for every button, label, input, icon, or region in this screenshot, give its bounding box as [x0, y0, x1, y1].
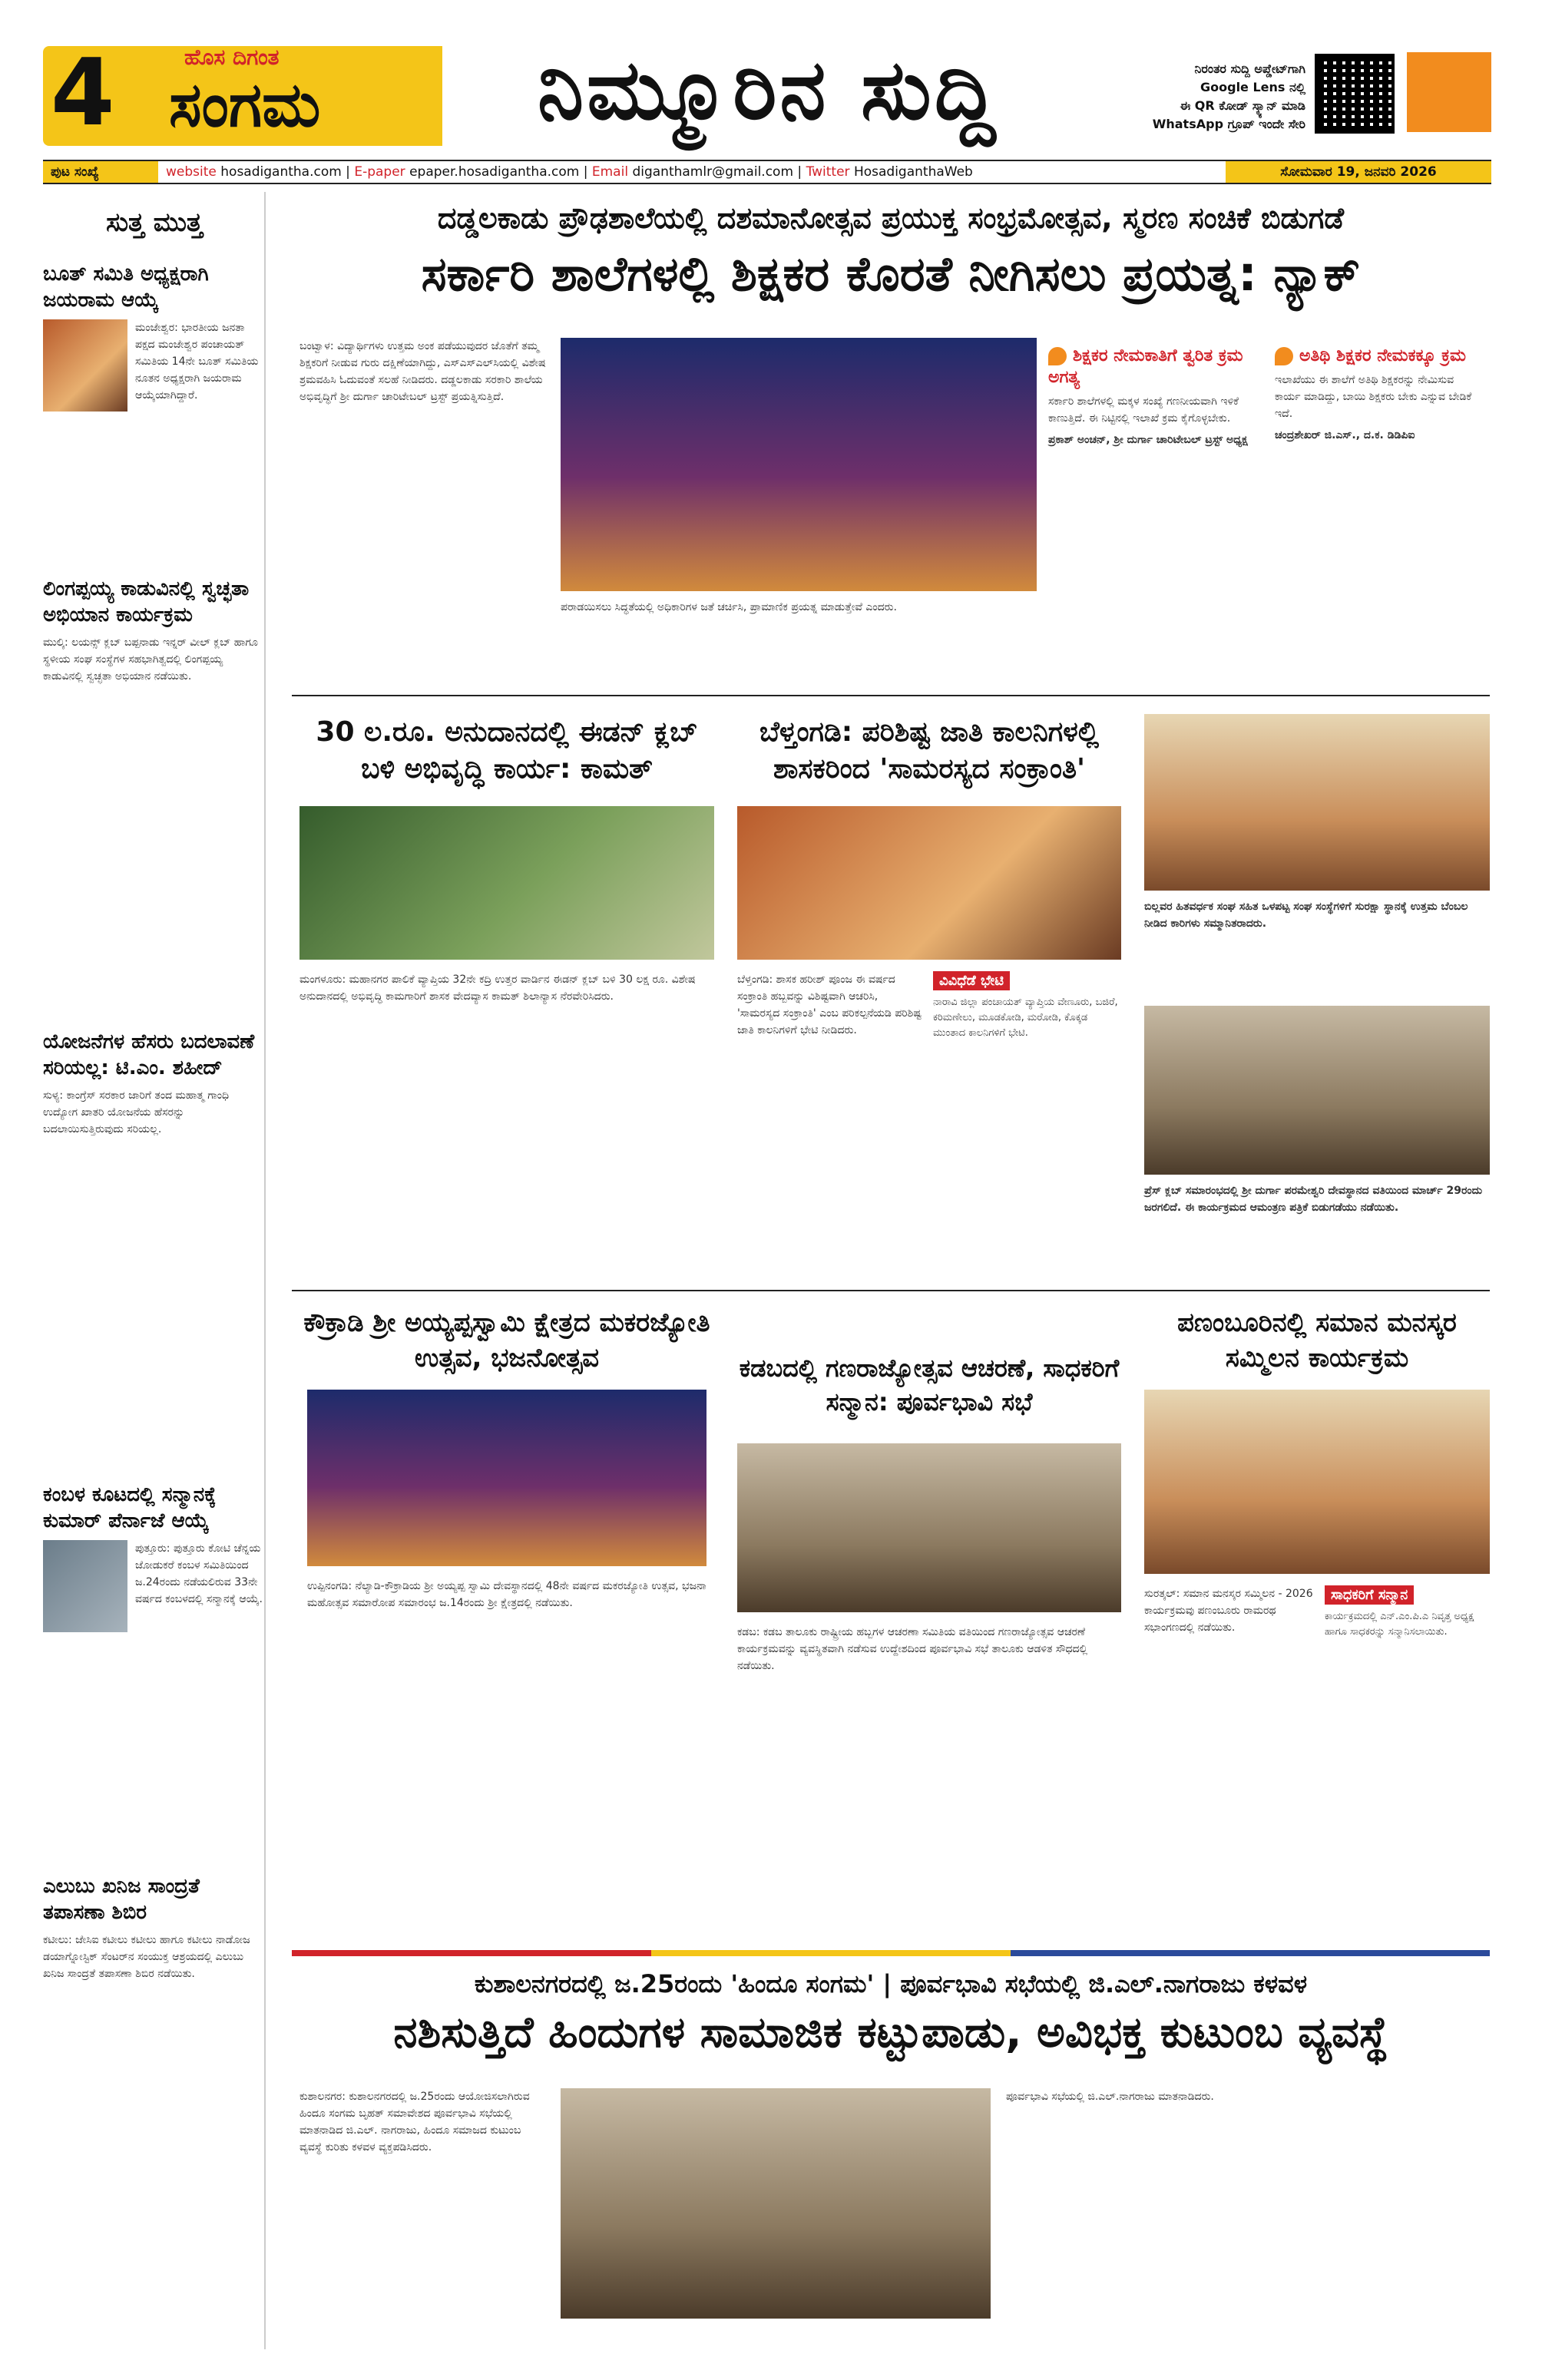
section-title: ಸುತ್ತ ಮುತ್ತ	[106, 207, 203, 238]
callout-title: ಶಿಕ್ಷಕರ ನೇಮಕಾತಿಗೆ ತ್ವರಿತ ಕ್ರಮ ಅಗತ್ಯ	[1048, 346, 1243, 387]
qr-note-line: Google Lens ನಲ್ಲಿ	[1200, 80, 1305, 94]
callout-text: ಸರ್ಕಾರಿ ಶಾಲೆಗಳಲ್ಲಿ ಮಕ್ಕಳ ಸಂಖ್ಯೆ ಗಣನೀಯವಾಗಿ ಇಳಿಕೆ ಕಾಣುತ್ತಿದೆ. ಈ ನಿಟ್ಟಿನಲ್ಲಿ ಇಲಾಖೆ ಕ್ರಮ ಕೈಗೊಳ್ಳಬೇಕು.	[1048, 395, 1239, 425]
divider	[292, 1290, 1490, 1291]
brief-4[interactable]	[43, 1482, 264, 1632]
left-column	[43, 192, 266, 2349]
info-box	[1325, 1585, 1490, 1640]
brief-1[interactable]	[43, 261, 264, 412]
story-photo	[1144, 1390, 1490, 1574]
callout-byline: ಚಂದ್ರಶೇಖರ್ ಜಿ.ಎಸ್., ದ.ಕ. ಡಿಡಿಪಿಐ	[1275, 429, 1415, 441]
callout-title: ಅತಿಥಿ ಶಿಕ್ಷಕರ ನೇಮಕಕ್ಕೂ ಕ್ರಮ	[1299, 346, 1466, 365]
qr-note-line: ಈ QR ಕೋಡ್ ಸ್ಕ್ಯಾನ್ ಮಾಡಿ	[1180, 98, 1305, 113]
story-photo	[299, 806, 714, 960]
story-body: ಸುರತ್ಕಲ್: ಸಮಾನ ಮನಸ್ಕರ ಸಮ್ಮಿಲನ - 2026 ಕಾರ್ಯಕ್ರಮವು ಪಣಂಬೂರು ರಾಮರಥ ಸಭಾಂಗಣದಲ್ಲಿ ನಡೆಯಿತು.	[1144, 1588, 1313, 1634]
brief-photo	[43, 319, 127, 412]
twitter-link[interactable]: HosadiganthaWeb	[853, 164, 973, 180]
page-number: 4	[51, 40, 115, 147]
story-headline[interactable]: ಪಣಂಬೂರಿನಲ್ಲಿ ಸಮಾನ ಮನಸ್ಕರ ಸಮ್ಮಿಲನ ಕಾರ್ಯಕ್ರಮ	[1177, 1307, 1457, 1373]
accent-block	[1407, 52, 1491, 132]
event-caption: ಬಿಲ್ಲವರ ಹಿತವರ್ಧಕ ಸಂಘ ಸಹಿತ ಒಳಪಟ್ಟ ಸಂಘ ಸಂಸ್ಥೆಗಳಿಗೆ ಸುರಕ್ಷಾ ಸ್ಥಾನಕ್ಕೆ ಉತ್ತಮ ಬೆಂಬಲ ನೀಡಿದ ಕಾರಿಗಳು ಸಮ್ಮಾನಿತರಾದರು.	[1144, 901, 1468, 930]
epaper-link[interactable]: epaper.hosadigantha.com	[409, 164, 580, 180]
lead-headline[interactable]: ಸರ್ಕಾರಿ ಶಾಲೆಗಳಲ್ಲಿ ಶಿಕ್ಷಕರ ಕೊರತೆ ನೀಗಿಸಲು ಪ್ರಯತ್ನ: ನ್ಯಾಕ್	[421, 246, 1361, 302]
bottom-kicker: ಕುಶಾಲನಗರದಲ್ಲಿ ಜ.25ರಂದು 'ಹಿಂದೂ ಸಂಗಮ' | ಪೂರ್ವಭಾವಿ ಸಭೆಯಲ್ಲಿ ಜಿ.ಎಲ್.ನಾಗರಾಜು ಕಳವಳ	[474, 1969, 1308, 1998]
masthead	[0, 0, 1542, 147]
brief-text: ಪುತ್ತೂರು: ಪುತ್ತೂರು ಕೋಟಿ ಚೆನ್ನಯ ಜೋಡುಕರೆ ಕಂಬಳ ಸಮಿತಿಯಿಂದ ಜ.24ರಂದು ನಡೆಯಲಿರುವ 33ನೇ ವರ್ಷದ ಕಂಬಳದಲ್ಲಿ ಸನ್ಮಾನಕ್ಕೆ ಆಯ್ಕೆ.	[135, 1542, 263, 1605]
lead-photo	[561, 338, 1037, 591]
box-title: ಸಾಧಕರಿಗೆ ಸನ್ಮಾನ	[1325, 1585, 1414, 1605]
brand-top: ಹೊಸ ದಿಗಂತ	[184, 45, 280, 70]
box-title: ವಿವಿಧೆಡೆ ಭೇಟಿ	[933, 971, 1010, 990]
bottom-caption: ಪೂರ್ವಭಾವಿ ಸಭೆಯಲ್ಲಿ ಜಿ.ಎಲ್.ನಾಗರಾಜು ಮಾತನಾಡಿದರು.	[1006, 2091, 1214, 2103]
brief-text: ಮಂಜೇಶ್ವರ: ಭಾರತೀಯ ಜನತಾ ಪಕ್ಷದ ಮಂಜೇಶ್ವರ ಪಂಚಾಯತ್ ಸಮಿತಿಯ 14ನೇ ಬೂತ್ ಸಮಿತಿಯ ನೂತನ ಅಧ್ಯಕ್ಷರಾಗಿ ಜಯರಾಮ ಆಯ್ಕೆಯಾಗಿದ್ದಾರೆ.	[135, 322, 259, 402]
paper-title: ನಿಮ್ಮೂರಿನ ಸುದ್ದಿ	[538, 42, 999, 138]
brief-headline: ಎಲುಬು ಖನಿಜ ಸಾಂದ್ರತೆ ತಪಾಸಣಾ ಶಿಬಿರ	[43, 1875, 200, 1924]
story-headline[interactable]: ಕಡಬದಲ್ಲಿ ಗಣರಾಜ್ಯೋತ್ಸವ ಆಚರಣೆ, ಸಾಧಕರಿಗೆ ಸನ್ಮಾನ: ಪೂರ್ವಭಾವಿ ಸಭೆ	[739, 1354, 1120, 1416]
brief-5[interactable]	[43, 1873, 264, 1982]
story-headline[interactable]: 30 ಲ.ರೂ. ಅನುದಾನದಲ್ಲಿ ಈಡನ್ ಕ್ಲಬ್ ಬಳಿ ಅಭಿವೃದ್ಧಿ ಕಾರ್ಯ: ಕಾಮತ್	[316, 716, 698, 785]
callout-guest-teachers	[1275, 345, 1482, 444]
bottom-headline[interactable]: ನಶಿಸುತ್ತಿದೆ ಹಿಂದುಗಳ ಸಾಮಾಜಿಕ ಕಟ್ಟುಪಾಡು, ಅವಿಭಕ್ತ ಕುಟುಂಬ ವ್ಯವಸ್ಥೆ	[393, 2008, 1388, 2058]
qr-note	[1060, 60, 1305, 134]
box-text: ನಾರಾವಿ ಜಿಲ್ಲಾ ಪಂಚಾಯತ್ ವ್ಯಾಪ್ತಿಯ ವೇಣೂರು, ಬಜಿರೆ, ಕರಿಮಣೇಲು, ಮೂಡಕೋಡಿ, ಮರೋಡಿ, ಕೊಕ್ಕಡ ಮುಂತಾದ ಕಾಲನಿಗಳಿಗೆ ಭೇಟಿ.	[933, 997, 1118, 1039]
box-text: ಕಾರ್ಯಕ್ರಮದಲ್ಲಿ ಎನ್.ಎಂ.ಪಿ.ಎ ನಿವೃತ್ತ ಅಧ್ಯಕ್ಷ ಹಾಗೂ ಸಾಧಕರನ್ನು ಸನ್ಮಾನಿಸಲಾಯಿತು.	[1325, 1611, 1474, 1638]
qr-note-line: WhatsApp ಗ್ರೂಪ್ ಇಂದೇ ಸೇರಿ	[1152, 117, 1305, 131]
lead-body: ಬಂಟ್ವಾಳ: ವಿದ್ಯಾರ್ಥಿಗಳು ಉತ್ತಮ ಅಂಕ ಪಡೆಯುವುದರ ಜೊತೆಗೆ ತಮ್ಮ ಶಿಕ್ಷಕರಿಗೆ ನೀಡುವ ಗುರು ದಕ್ಷಿಣೆಯಾಗಿದ್ದು, ಎಸ್ಎಸ್ಎಲ್‌ಸಿಯಲ್ಲಿ ವಿಶೇಷ ಶ್ರಮವಹಿಸಿ ಓದುವಂತೆ ಸಲಹೆ ನೀಡಿದರು. ದಡ್ಡಲಕಾಡು ಸರಕಾರಿ ಶಾಲೆಯ ಅಭಿವೃದ್ಧಿಗೆ ಶ್ರೀ ದುರ್ಗಾ ಚಾರಿಟೇಬಲ್ ಟ್ರಸ್ಟ್ ಪ್ರಯತ್ನಿಸುತ್ತಿದೆ.	[299, 340, 546, 403]
brief-headline: ಲಿಂಗಪ್ಪಯ್ಯ ಕಾಡುವಿನಲ್ಲಿ ಸ್ವಚ್ಛತಾ ಅಭಿಯಾನ ಕಾರ್ಯಕ್ರಮ	[43, 577, 250, 626]
story-body: ಉಪ್ಪಿನಂಗಡಿ: ನೆಲ್ಯಾಡಿ-ಕೌಕ್ರಾಡಿಯ ಶ್ರೀ ಅಯ್ಯಪ್ಪ ಸ್ವಾಮಿ ದೇವಸ್ಥಾನದಲ್ಲಿ 48ನೇ ವರ್ಷದ ಮಕರಜ್ಯೋತಿ ಉತ್ಸವ, ಭಜನಾ ಮಹೋತ್ಸವ ಸಮಾರೋಪ ಸಮಾರಂಭ ಜ.14ರಂದು ಶ್ರೀ ಕ್ಷೇತ್ರದಲ್ಲಿ ನಡೆಯಿತು.	[307, 1580, 706, 1609]
brief-headline: ಕಂಬಳ ಕೂಟದಲ್ಲಿ ಸನ್ಮಾನಕ್ಕೆ ಕುಮಾರ್ ಪೆರ್ನಾಜೆ ಆಯ್ಕೆ	[43, 1483, 217, 1532]
story-headline[interactable]: ಕೌಕ್ರಾಡಿ ಶ್ರೀ ಅಯ್ಯಪ್ಪಸ್ವಾಮಿ ಕ್ಷೇತ್ರದ ಮಕರಜ್ಯೋತಿ ಉತ್ಸವ, ಭಜನೋತ್ಸವ	[303, 1307, 710, 1373]
info-box	[933, 971, 1121, 1041]
divider	[292, 695, 1490, 696]
info-links: website hosadigantha.com | E-paper epaper.hosadigantha.com | Email diganthamlr@gmail.com | Twitter HosadiganthaWeb	[166, 164, 973, 180]
brief-text: ಸುಳ್ಯ: ಕಾಂಗ್ರೆಸ್ ಸರಕಾರ ಜಾರಿಗೆ ತಂದ ಮಹಾತ್ಮ ಗಾಂಧಿ ಉದ್ಯೋಗ ಖಾತರಿ ಯೋಜನೆಯ ಹೆಸರನ್ನು ಬದಲಾಯಿಸುತ್ತಿರುವುದು ಸರಿಯಲ್ಲ.	[43, 1089, 230, 1135]
twitter-label: Twitter	[806, 164, 850, 180]
story-photo	[307, 1390, 706, 1566]
epaper-label: E-paper	[354, 164, 405, 180]
brief-text: ಕಟೀಲು: ಜೇಸಿಐ ಕಟೀಲು ಕಟೀಲು ಹಾಗೂ ಕಟೀಲು ನಾಡೋಜ ಡಯಾಗ್ನೋಸ್ಟಿಕ್ ಸೆಂಟರ್‌ನ ಸಂಯುಕ್ತ ಆಶ್ರಯದಲ್ಲಿ ಎಲುಬು ಖನಿಜ ಸಾಂದ್ರತೆ ತಪಾಸಣಾ ಶಿಬಿರ ನಡೆಯಿತು.	[43, 1934, 250, 1980]
quote-icon	[1048, 347, 1067, 365]
bottom-body: ಕುಶಾಲನಗರ: ಕುಶಾಲನಗರದಲ್ಲಿ ಜ.25ರಂದು ಆಯೋಜಿಸಲಾಗಿರುವ ಹಿಂದೂ ಸಂಗಮ ಬೃಹತ್ ಸಮಾವೇಶದ ಪೂರ್ವಭಾವಿ ಸಭೆಯಲ್ಲಿ ಮಾತನಾಡಿದ ಜಿ.ಎಲ್. ನಾಗರಾಜು, ಹಿಂದೂ ಸಮಾಜದ ಕುಟುಂಬ ವ್ಯವಸ್ಥೆ ಕುರಿತು ಕಳವಳ ವ್ಯಕ್ತಪಡಿಸಿದರು.	[299, 2091, 530, 2154]
brief-text: ಮುಲ್ಕಿ: ಲಯನ್ಸ್ ಕ್ಲಬ್ ಬಪ್ಪನಾಡು ಇನ್ನರ್ ವೀಲ್ ಕ್ಲಬ್ ಹಾಗೂ ಸ್ಥಳೀಯ ಸಂಘ ಸಂಸ್ಥೆಗಳ ಸಹಭಾಗಿತ್ವದಲ್ಲಿ ಲಿಂಗಪ್ಪಯ್ಯ ಕಾಡುವಿನಲ್ಲಿ ಸ್ವಚ್ಛತಾ ಅಭಿಯಾನ ನಡೆಯಿತು.	[43, 636, 258, 683]
story-body: ಬೆಳ್ತಂಗಡಿ: ಶಾಸಕ ಹರೀಶ್ ಪೂಂಜ ಈ ವರ್ಷದ ಸಂಕ್ರಾಂತಿ ಹಬ್ಬವನ್ನು ವಿಶಿಷ್ಟವಾಗಿ ಆಚರಿಸಿ, 'ಸಾಮರಸ್ಯದ ಸಂಕ್ರಾಂತಿ' ಎಂಬ ಪರಿಕಲ್ಪನೆಯಡಿ ಪರಿಶಿಷ್ಟ ಜಾತಿ ಕಾಲನಿಗಳಿಗೆ ಭೇಟಿ ನೀಡಿದರು.	[737, 973, 922, 1036]
color-strip	[292, 1950, 1490, 1956]
brand-main: ಸಂಗಮ	[169, 69, 321, 140]
website-link[interactable]: hosadigantha.com	[220, 164, 342, 180]
story-body: ಮಂಗಳೂರು: ಮಹಾನಗರ ಪಾಲಿಕೆ ವ್ಯಾಪ್ತಿಯ 32ನೇ ಕದ್ರಿ ಉತ್ತರ ವಾರ್ಡಿನ ಈಡನ್ ಕ್ಲಬ್ ಬಳಿ 30 ಲಕ್ಷ ರೂ. ವಿಶೇಷ ಅನುದಾನದಲ್ಲಿ ಅಭಿವೃದ್ಧಿ ಕಾಮಗಾರಿಗೆ ಶಾಸಕ ವೇದವ್ಯಾಸ ಕಾಮತ್ ಶಿಲಾನ್ಯಾಸ ನೆರವೇರಿಸಿದರು.	[299, 973, 696, 1003]
callout-text: ಇಲಾಖೆಯು ಈ ಶಾಲೆಗೆ ಅತಿಥಿ ಶಿಕ್ಷಕರನ್ನು ನೇಮಿಸುವ ಕಾರ್ಯ ಮಾಡಿದ್ದು, ಬಾಯಿ ಶಿಕ್ಷಕರು ಬೇಕು ಎನ್ನುವ ಬೇಡಿಕೆ ಇದೆ.	[1275, 374, 1472, 420]
quote-icon	[1275, 347, 1293, 365]
brief-photo	[43, 1540, 127, 1632]
issue-date: ಸೋಮವಾರ 19, ಜನವರಿ 2026	[1226, 161, 1491, 183]
event-caption: ಪ್ರೆಸ್ ಕ್ಲಬ್ ಸಮಾರಂಭದಲ್ಲಿ ಶ್ರೀ ದುರ್ಗಾ ಪರಮೇಶ್ವರಿ ದೇವಸ್ಥಾನದ ವತಿಯಿಂದ ಮಾರ್ಚ್ 29ರಂದು ಜರಗಲಿದೆ. ಈ ಕಾರ್ಯಕ್ರಮದ ಆಮಂತ್ರಣ ಪತ್ರಿಕೆ ಬಿಡುಗಡೆಯು ನಡೆಯಿತು.	[1144, 1185, 1483, 1214]
brief-2[interactable]	[43, 576, 264, 685]
email-label: Email	[591, 164, 629, 180]
story-photo	[737, 806, 1121, 960]
story-headline[interactable]: ಬೆಳ್ತಂಗಡಿ: ಪರಿಶಿಷ್ಟ ಜಾತಿ ಕಾಲನಿಗಳಲ್ಲಿ ಶಾಸಕರಿಂದ 'ಸಾಮರಸ್ಯದ ಸಂಕ್ರಾಂತಿ'	[759, 716, 1100, 785]
brief-headline: ಬೂತ್ ಸಮಿತಿ ಅಧ್ಯಕ್ಷರಾಗಿ ಜಯರಾಮ ಆಯ್ಕೆ	[43, 263, 209, 312]
story-photo	[737, 1443, 1121, 1612]
callout-teacher-recruitment	[1048, 345, 1256, 448]
page-label: ಪುಟ ಸಂಖ್ಯೆ	[43, 161, 158, 183]
lead-photo-caption: ಪರಾಡಯಿಸಲು ಸಿದ್ಧತೆಯಲ್ಲಿ ಅಧಿಕಾರಿಗಳ ಜತೆ ಚರ್ಚಿಸಿ, ಪ್ರಾಮಾಣಿಕ ಪ್ರಯತ್ನ ಮಾಡುತ್ತೇವೆ ಎಂದರು.	[561, 601, 897, 613]
bottom-photo	[561, 2088, 991, 2319]
info-bar	[43, 160, 1491, 184]
qr-code-icon[interactable]	[1315, 54, 1395, 134]
story-body: ಕಡಬ: ಕಡಬ ತಾಲೂಕು ರಾಷ್ಟ್ರೀಯ ಹಬ್ಬಗಳ ಆಚರಣಾ ಸಮಿತಿಯ ವತಿಯಿಂದ ಗಣರಾಜ್ಯೋತ್ಸವ ಆಚರಣೆ ಕಾರ್ಯಕ್ರಮವನ್ನು ವ್ಯವಸ್ಥಿತವಾಗಿ ನಡೆಸುವ ಉದ್ದೇಶದಿಂದ ಪೂರ್ವಭಾವಿ ಸಭೆ ತಾಲೂಕು ಆಡಳಿತ ಸೌಧದಲ್ಲಿ ನಡೆಯಿತು.	[737, 1626, 1088, 1672]
brief-3[interactable]	[43, 1029, 264, 1138]
event-photo	[1144, 1006, 1490, 1175]
lead-kicker: ದಡ್ಡಲಕಾಡು ಪ್ರೌಢಶಾಲೆಯಲ್ಲಿ ದಶಮಾನೋತ್ಸವ ಪ್ರಯುಕ್ತ ಸಂಭ್ರಮೋತ್ಸವ, ಸ್ಮರಣ ಸಂಚಿಕೆ ಬಿಡುಗಡೆ	[437, 201, 1345, 235]
email-link[interactable]: diganthamlr@gmail.com	[632, 164, 794, 180]
website-label: website	[166, 164, 217, 180]
callout-byline: ಪ್ರಕಾಶ್ ಅಂಚನ್, ಶ್ರೀ ದುರ್ಗಾ ಚಾರಿಟೇಬಲ್ ಟ್ರಸ್ಟ್ ಅಧ್ಯಕ್ಷ	[1048, 434, 1248, 446]
event-photo	[1144, 714, 1490, 891]
qr-note-line: ನಿರಂತರ ಸುದ್ದಿ ಅಪ್ಡೇಟ್‌ಗಾಗಿ	[1194, 61, 1305, 76]
brief-headline: ಯೋಜನೆಗಳ ಹೆಸರು ಬದಲಾವಣೆ ಸರಿಯಲ್ಲ: ಟಿ.ಎಂ. ಶಹೀದ್	[43, 1030, 255, 1079]
